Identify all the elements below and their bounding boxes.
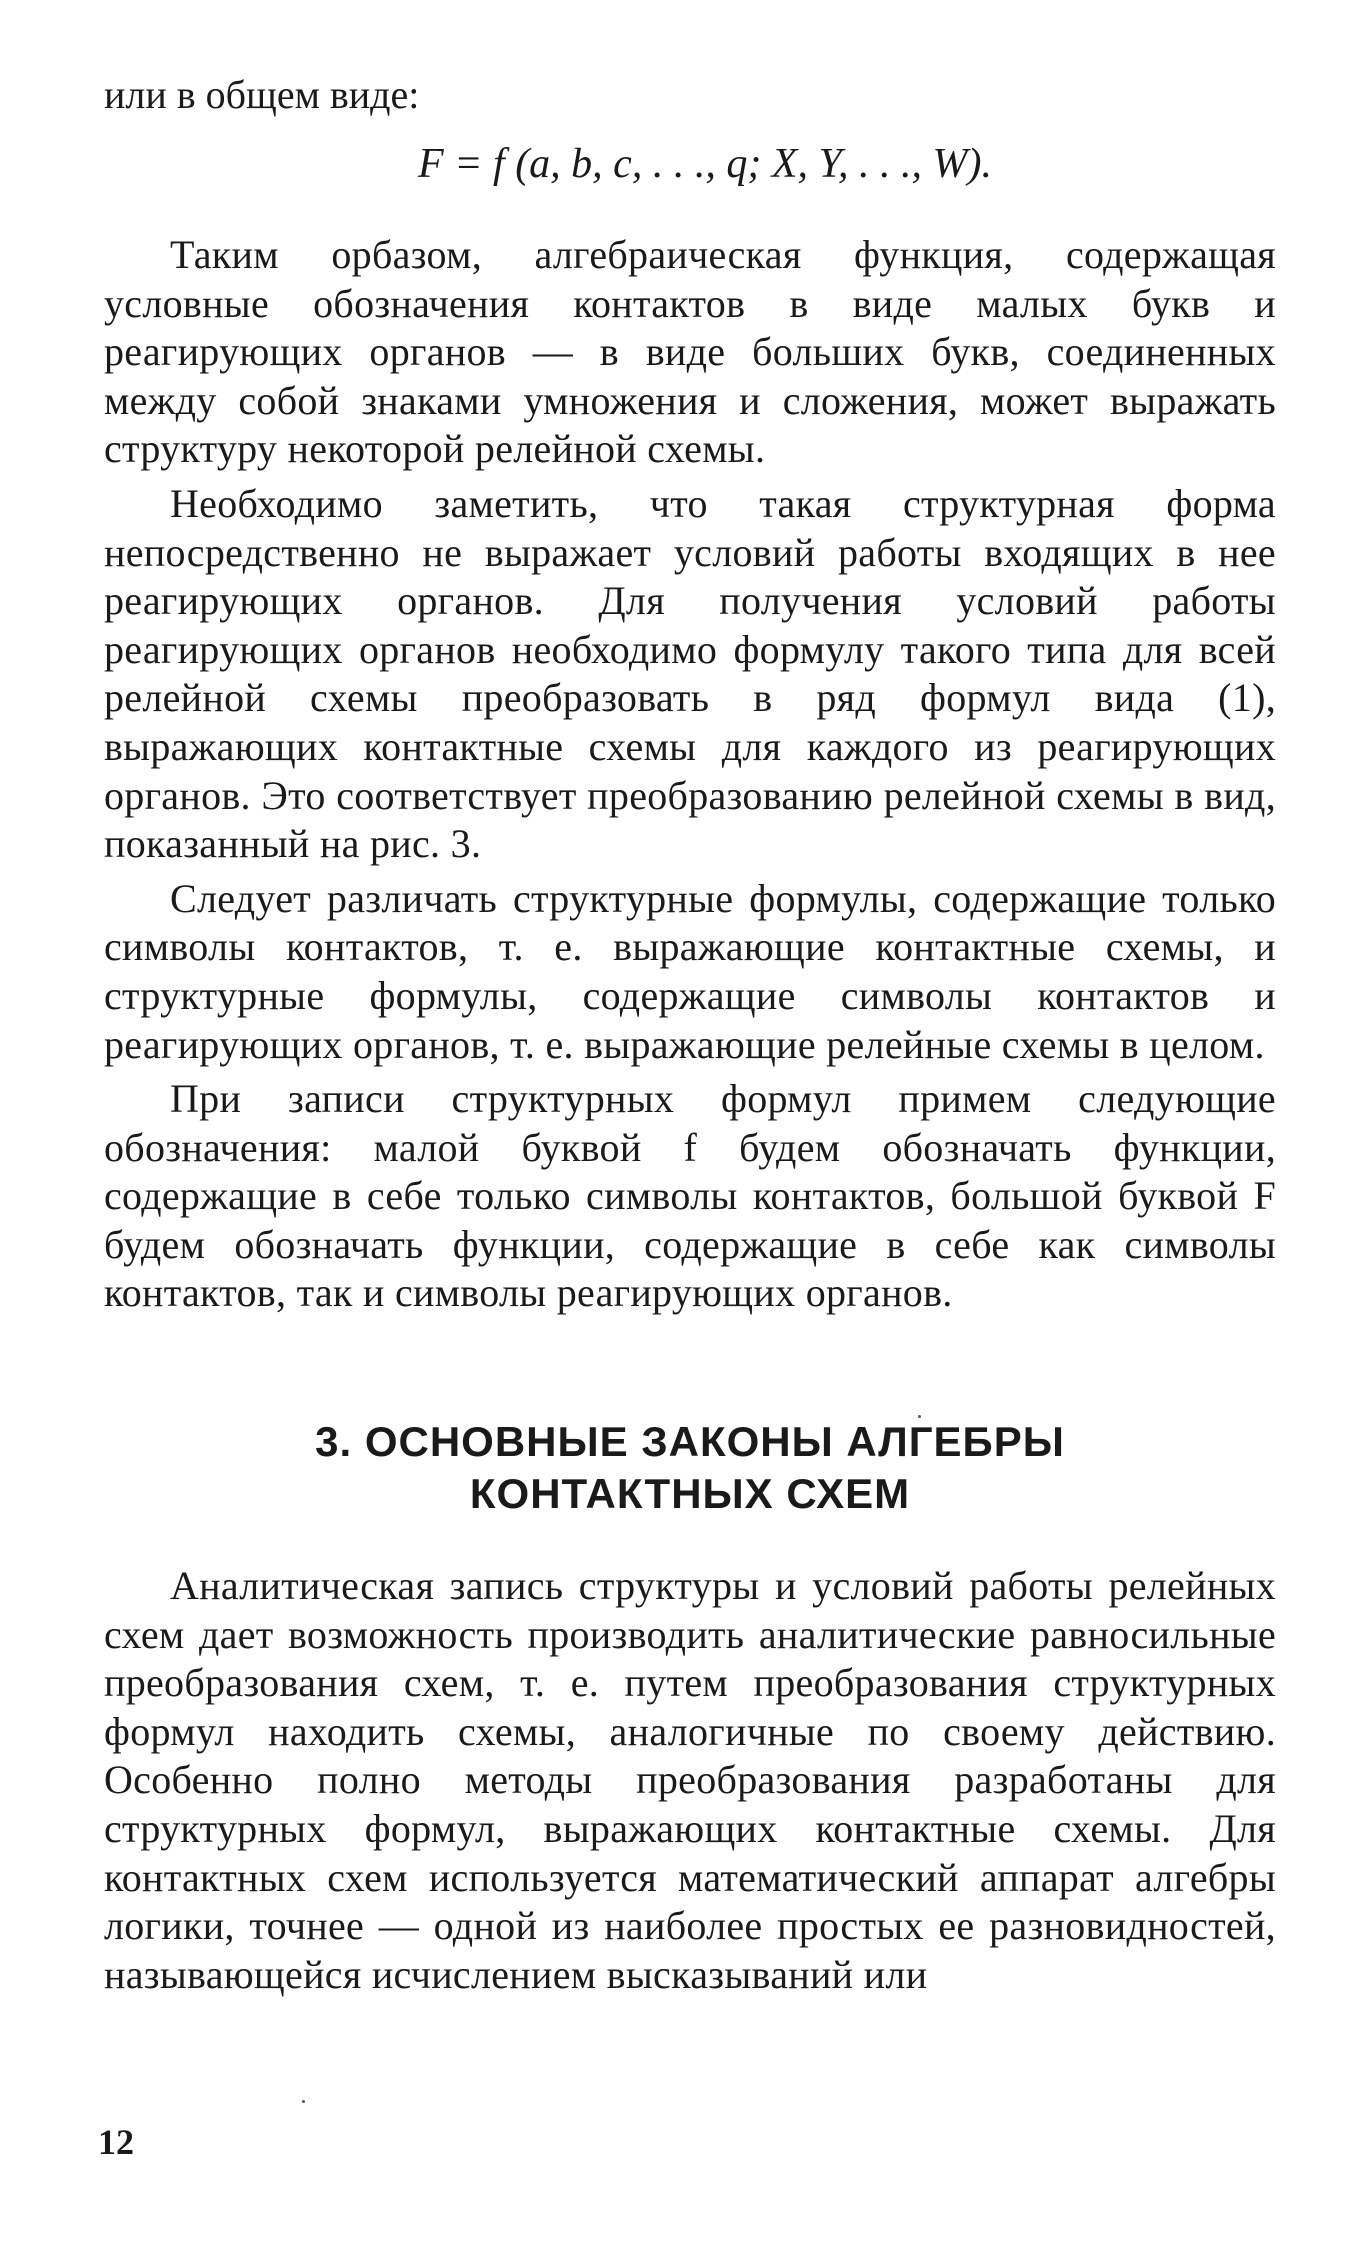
print-speck	[302, 2100, 305, 2103]
paragraph-formula-types: Следует различать структурные формулы, содержащие только символы контактов, т. е. выражающие контактные схемы, и структурные формулы, содержащие символы контактов и реагирующих органов, т. е. выражающие релейные схемы в целом.	[104, 875, 1276, 1067]
section-heading	[104, 1416, 1276, 1520]
section-heading-line-1: 3. ОСНОВНЫЕ ЗАКОНЫ АЛГЕБРЫ	[315, 1418, 1065, 1466]
page-number: 12	[98, 2122, 134, 2162]
paragraph-notation: При записи структурных формул примем следующие обозначения: малой буквой f будем обозначать функции, содержащие в себе только символы контактов, большой буквой F будем обозначать функции, содержащие в себе как символы контактов, так и символы реагирующих органов.	[104, 1076, 1276, 1316]
paragraph-structural-form: Необходимо заметить, что такая структурная форма непосредственно не выражает условий работы входящих в нее реагирующих органов. Для получения условий работы реагирующих органов необходимо формулу такого типа для всей релейной схемы преобразовать в ряд формул вида (1), выражающих контактные схемы для каждого из реагирующих органов. Это соответствует преобразованию релейной схемы в вид, показанный на рис. 3.	[104, 480, 1276, 867]
general-formula: F = f (a, b, c, . . ., q; X, Y, . . ., W).	[418, 141, 992, 187]
section-heading-line-2: КОНТАКТНЫХ СХЕМ	[469, 1470, 911, 1518]
intro-line: или в общем виде:	[104, 72, 420, 117]
print-speck	[918, 1415, 921, 1418]
paragraph-algebraic-function: Таким орбазом, алгебраическая функция, содержащая условные обозначения контактов в виде малых букв и реагирующих органов — в виде больших букв, соединенных между собой знаками умножения и сложения, может выражать структуру некоторой релейной схемы.	[104, 232, 1276, 472]
paragraph-analytic-record: Аналитическая запись структуры и условий работы релейных схем дает возможность производить аналитические равносильные преобразования схем, т. е. путем преобразования структурных формул находить схемы, аналогичные по своему действию. Особенно полно методы преобразования разработаны для структурных формул, выражающих контактные схемы. Для контактных схем используется математический аппарат алгебры логики, точнее — одной из наиболее простых ее разновидностей, называющейся исчислением высказываний или	[104, 1563, 1276, 1997]
page-body	[104, 70, 1276, 2005]
